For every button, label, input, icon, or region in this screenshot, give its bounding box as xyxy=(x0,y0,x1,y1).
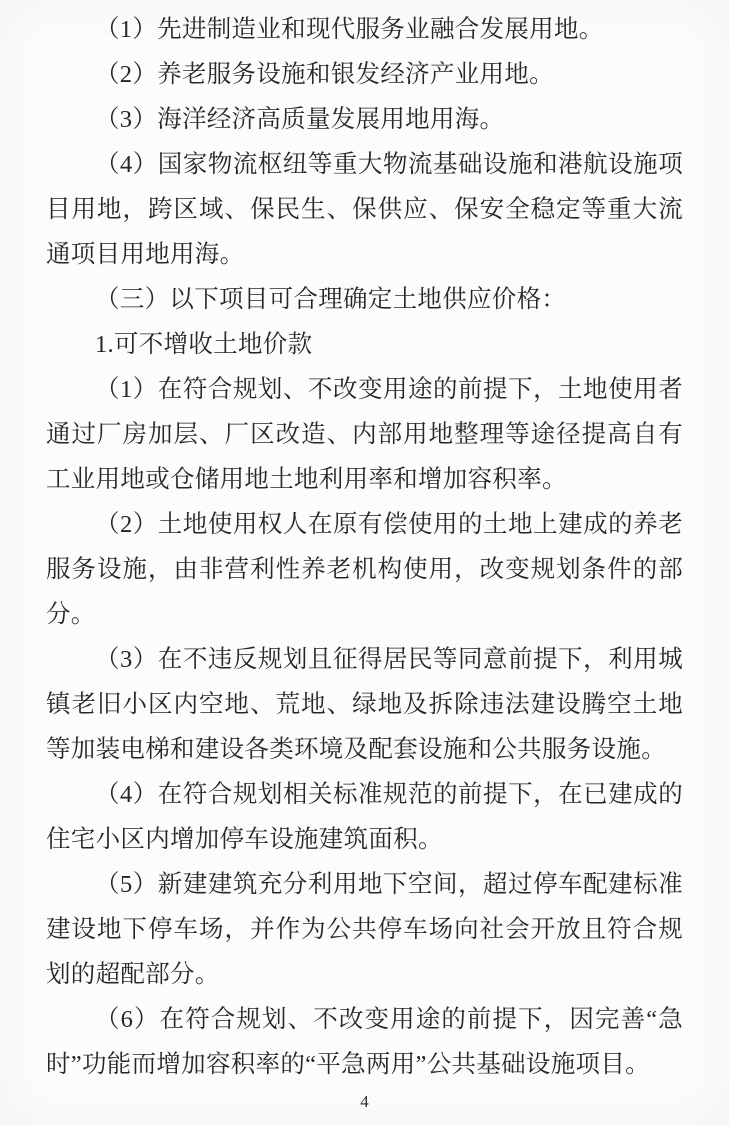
page-number: 4 xyxy=(360,1092,369,1111)
document-paragraph: （1）在符合规划、不改变用途的前提下，土地使用者通过厂房加层、厂区改造、内部用地整理等途径提高自有工业用地或仓储用地土地利用率和增加容积率。 xyxy=(46,376,683,493)
document-paragraph: （3）海洋经济高质量发展用地用海。 xyxy=(95,106,505,133)
document-paragraph: 1.可不增收土地价款 xyxy=(95,331,313,358)
document-paragraph: （2）养老服务设施和银发经济产业用地。 xyxy=(95,61,554,88)
document-paragraph: （4）国家物流枢纽等重大物流基础设施和港航设施项目用地，跨区域、保民生、保供应、保安全稳定等重大流通项目用地用海。 xyxy=(46,151,683,268)
document-paragraph: （3）在不违反规划且征得居民等同意前提下，利用城镇老旧小区内空地、荒地、绿地及拆除违法建设腾空土地等加装电梯和建设各类环境及配套设施和公共服务设施。 xyxy=(46,646,683,763)
document-paragraph: （2）土地使用权人在原有偿使用的土地上建成的养老服务设施，由非营利性养老机构使用，改变规划条件的部分。 xyxy=(46,511,683,628)
document-paragraph: （1）先进制造业和现代服务业融合发展用地。 xyxy=(95,16,604,43)
document-paragraph: （6）在符合规划、不改变用途的前提下，因完善“急时”功能而增加容积率的“平急两用”公共基础设施项目。 xyxy=(46,1006,683,1078)
document-paragraph: （三）以下项目可合理确定土地供应价格： xyxy=(95,286,567,313)
document-body xyxy=(46,7,683,1087)
document-paragraph: （5）新建建筑充分利用地下空间，超过停车配建标准建设地下停车场，并作为公共停车场向社会开放且符合规划的超配部分。 xyxy=(46,871,683,988)
document-paragraph: （4）在符合规划相关标准规范的前提下，在已建成的住宅小区内增加停车设施建筑面积。 xyxy=(46,781,683,853)
